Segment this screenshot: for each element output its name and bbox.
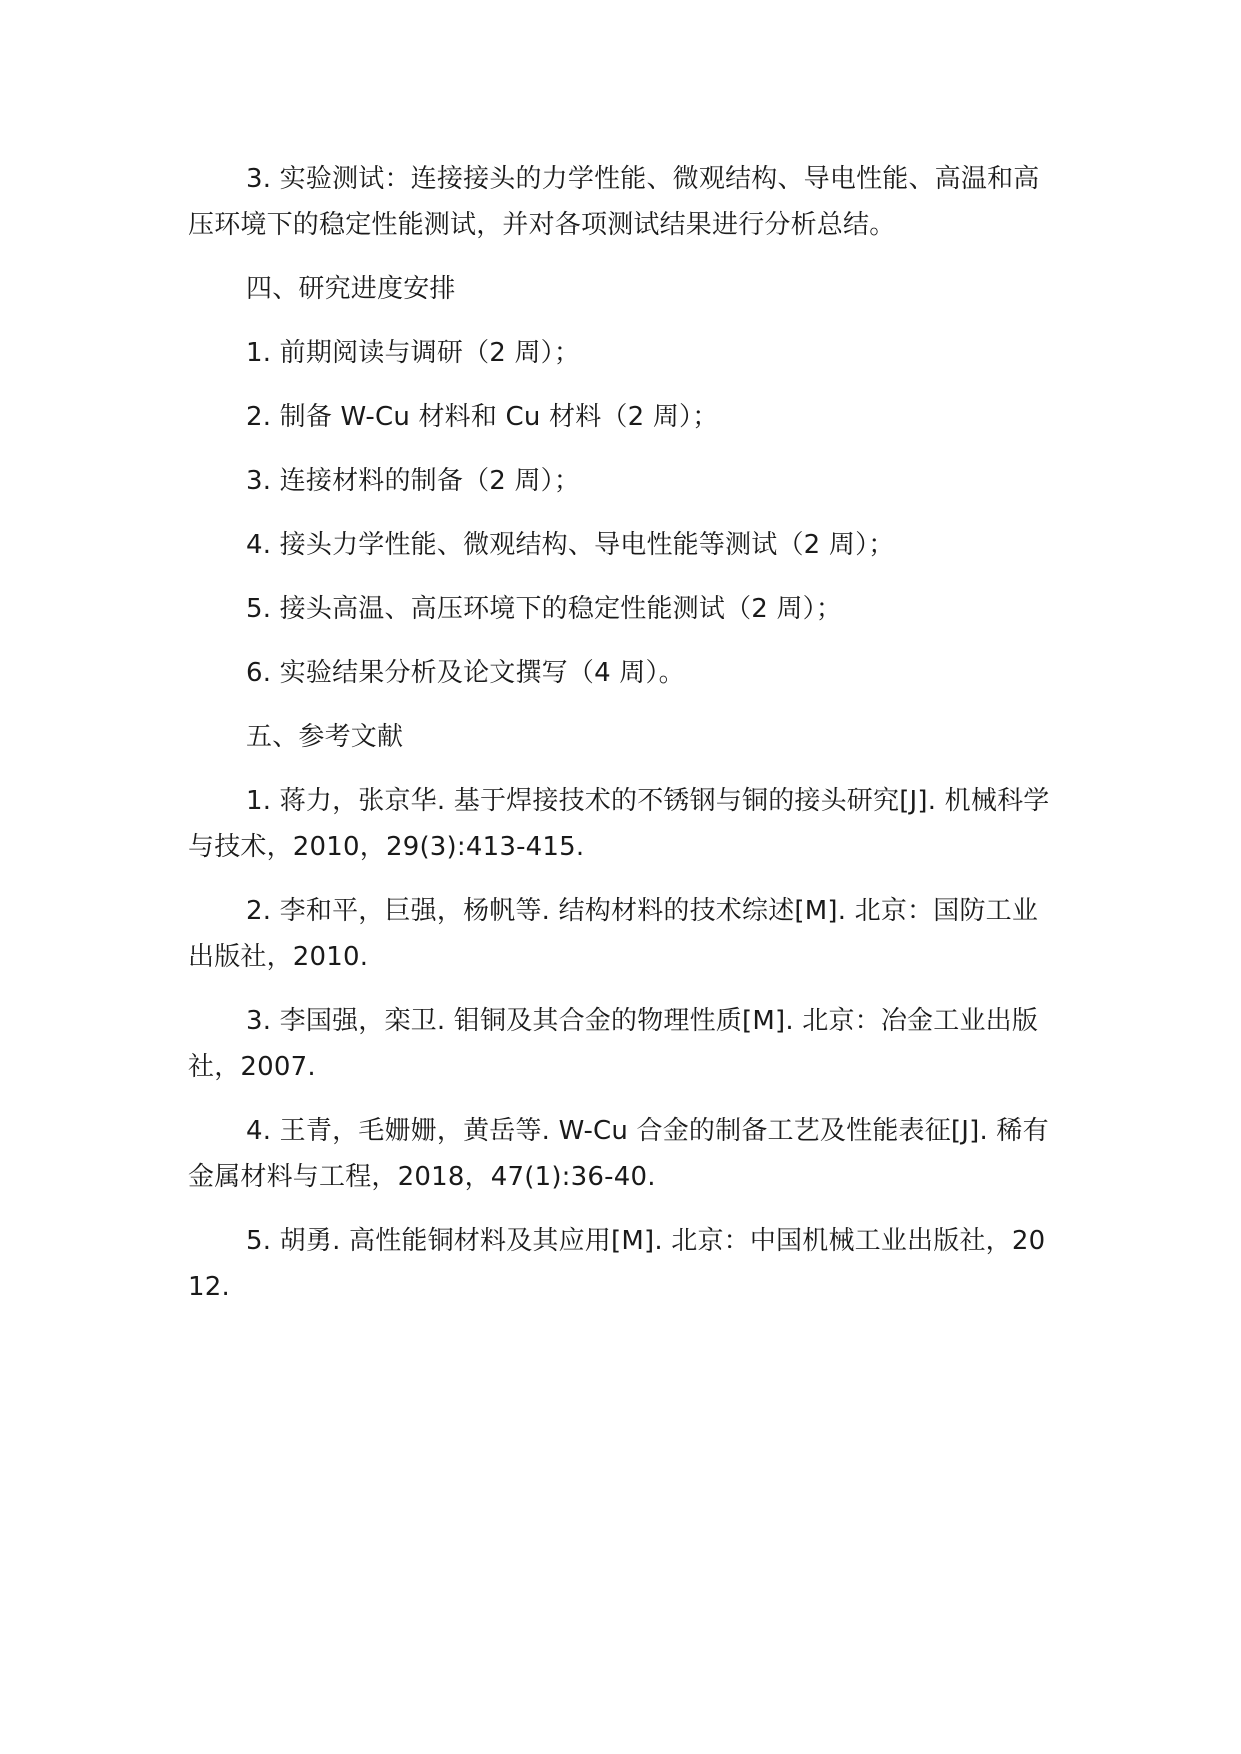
schedule-item: 1. 前期阅读与调研（2 周）； [246,338,581,368]
schedule-item: 5. 接头高温、高压环境下的稳定性能测试（2 周）； [246,594,843,624]
reference-item: 1. 蒋力，张京华. 基于焊接技术的不锈钢与铜的接头研究[J]. 机械科学与技术，2010，29(3):413-415. [188,786,1050,862]
schedule-item: 3. 连接材料的制备（2 周）； [246,466,581,496]
reference-item: 4. 王青，毛姗姗，黄岳等. W-Cu 合金的制备工艺及性能表征[J]. 稀有金属材料与工程，2018，47(1):36-40. [188,1116,1049,1192]
section-heading-schedule: 四、研究进度安排 [246,274,456,304]
schedule-item: 4. 接头力学性能、微观结构、导电性能等测试（2 周）； [246,530,895,560]
section-heading-references: 五、参考文献 [246,722,404,752]
schedule-item: 6. 实验结果分析及论文撰写（4 周）。 [246,658,685,688]
reference-item: 3. 李国强，栾卫. 钼铜及其合金的物理性质[M]. 北京：冶金工业出版社，2007. [188,1006,1039,1082]
reference-item: 5. 胡勇. 高性能铜材料及其应用[M]. 北京：中国机械工业出版社，2012. [188,1226,1046,1302]
schedule-item: 2. 制备 W-Cu 材料和 Cu 材料（2 周）； [246,402,719,432]
experiment-testing-item: 3. 实验测试：连接接头的力学性能、微观结构、导电性能、高温和高压环境下的稳定性能测试，并对各项测试结果进行分析总结。 [188,164,1040,240]
reference-item: 2. 李和平，巨强，杨帆等. 结构材料的技术综述[M]. 北京：国防工业出版社，2010. [188,896,1039,972]
document-body [188,156,1054,1328]
